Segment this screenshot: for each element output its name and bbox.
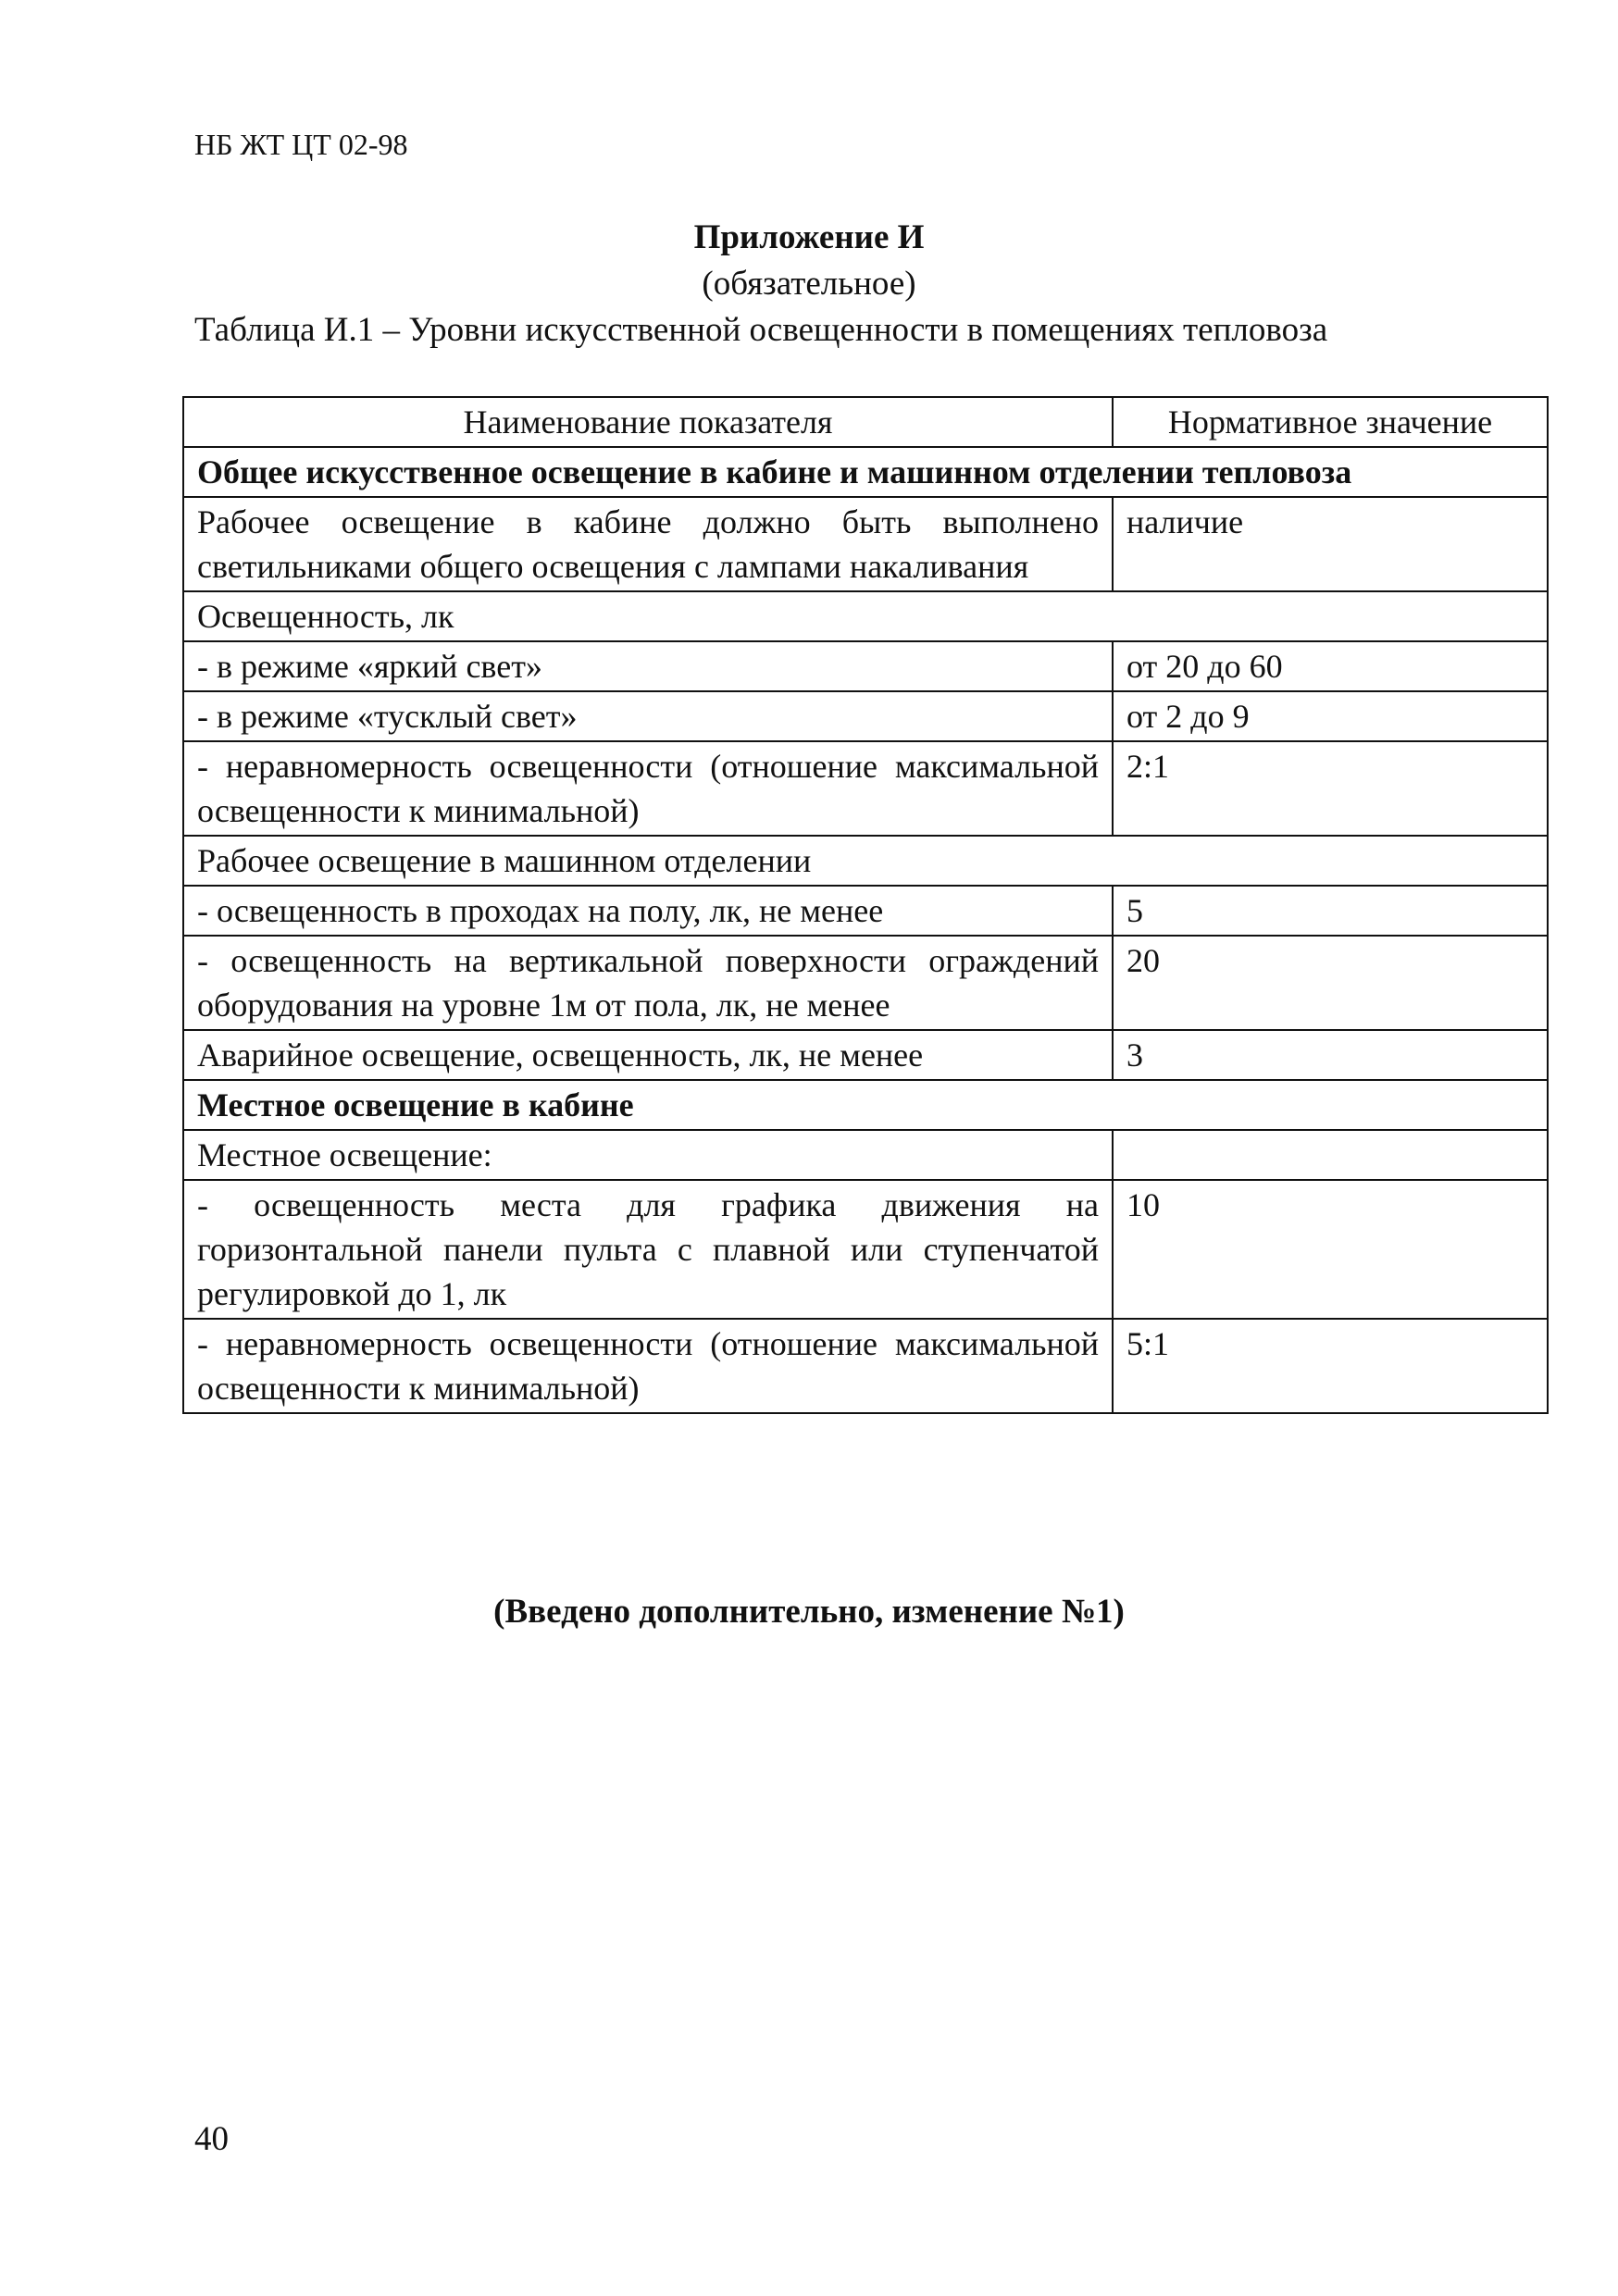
row-value: 2:1	[1113, 741, 1548, 836]
table-row	[183, 1130, 1548, 1180]
section-row	[183, 447, 1548, 497]
table-row	[183, 1030, 1548, 1080]
appendix-title: Приложение И	[693, 218, 925, 256]
lighting-norms-table	[182, 396, 1549, 1414]
row-value: от 2 до 9	[1113, 691, 1548, 741]
row-name: - освещенность в проходах на полу, лк, не менее	[183, 886, 1113, 936]
table-header-row	[183, 397, 1548, 447]
row-value: 20	[1113, 936, 1548, 1030]
row-name: Освещенность, лк	[183, 591, 1548, 641]
row-name: Рабочее освещение в кабине должно быть выполнено светильниками общего освещения с лампами накаливания	[183, 497, 1113, 591]
section-local-lighting: Местное освещение в кабине	[183, 1080, 1548, 1130]
table-row	[183, 886, 1548, 936]
row-name: Местное освещение:	[183, 1130, 1113, 1180]
table-row	[183, 836, 1548, 886]
row-name: - в режиме «тусклый свет»	[183, 691, 1113, 741]
row-value: 3	[1113, 1030, 1548, 1080]
row-value: 10	[1113, 1180, 1548, 1319]
row-name: - освещенность места для графика движения на горизонтальной панели пульта с плавной или ступенчатой регулировкой до 1, лк	[183, 1180, 1113, 1319]
table-row	[183, 691, 1548, 741]
column-header-value: Нормативное значение	[1113, 397, 1548, 447]
section-general-lighting: Общее искусственное освещение в кабине и машинном отделении тепловоза	[183, 447, 1548, 497]
appendix-status: (обязательное)	[702, 265, 916, 303]
table-row	[183, 497, 1548, 591]
row-name: - в режиме «яркий свет»	[183, 641, 1113, 691]
table-row	[183, 936, 1548, 1030]
table-row	[183, 1319, 1548, 1413]
row-name: Рабочее освещение в машинном отделении	[183, 836, 1548, 886]
row-value: от 20 до 60	[1113, 641, 1548, 691]
table-row	[183, 591, 1548, 641]
table-caption: Таблица И.1 – Уровни искусственной освещенности в помещениях тепловоза	[194, 311, 1328, 349]
table-row	[183, 741, 1548, 836]
row-name: - неравномерность освещенности (отношение максимальной освещенности к минимальной)	[183, 741, 1113, 836]
table-row	[183, 641, 1548, 691]
document-code: НБ ЖТ ЦТ 02-98	[194, 128, 408, 161]
row-name: - неравномерность освещенности (отношение максимальной освещенности к минимальной)	[183, 1319, 1113, 1413]
column-header-indicator: Наименование показателя	[183, 397, 1113, 447]
row-value: 5:1	[1113, 1319, 1548, 1413]
row-value: 5	[1113, 886, 1548, 936]
section-row	[183, 1080, 1548, 1130]
row-name: Аварийное освещение, освещенность, лк, не менее	[183, 1030, 1113, 1080]
row-name: - освещенность на вертикальной поверхности ограждений оборудования на уровне 1м от пола, лк, не менее	[183, 936, 1113, 1030]
table-row	[183, 1180, 1548, 1319]
page-number: 40	[194, 2120, 229, 2158]
row-value	[1113, 1130, 1548, 1180]
row-value: наличие	[1113, 497, 1548, 591]
amendment-note: (Введено дополнительно, изменение №1)	[493, 1593, 1125, 1631]
